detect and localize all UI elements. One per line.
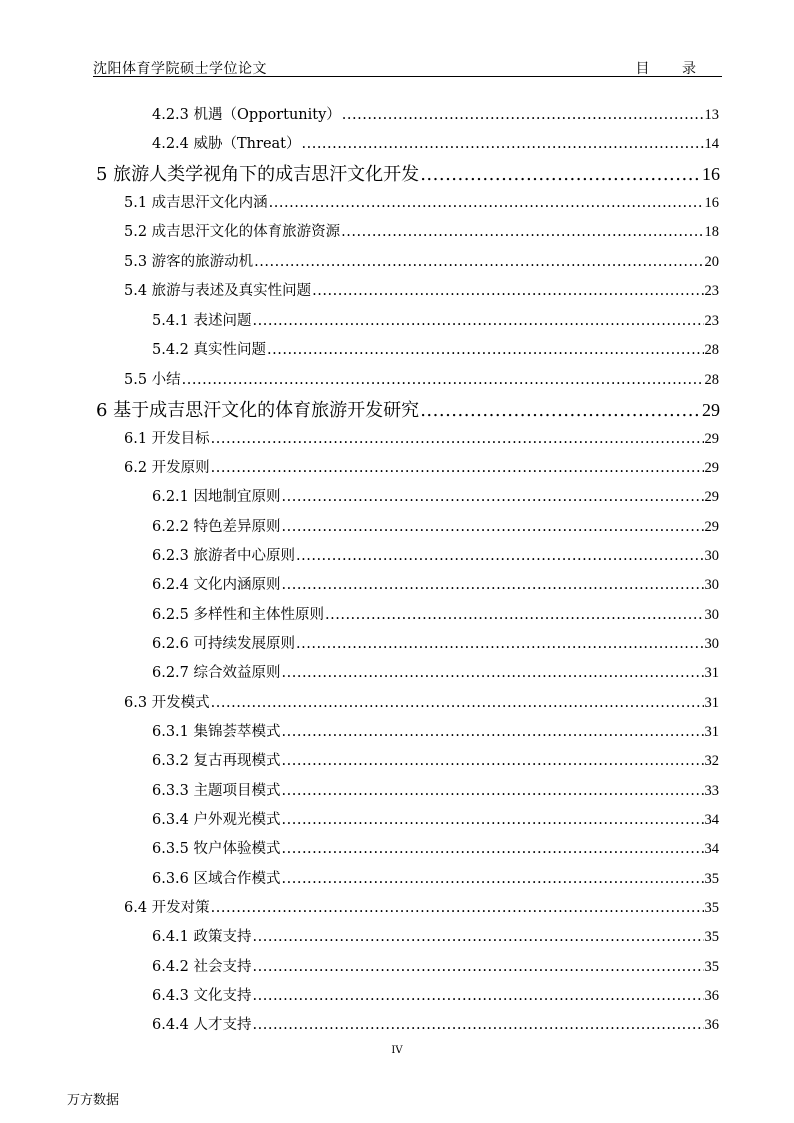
dot-leader <box>420 164 701 185</box>
dot-leader <box>253 959 704 975</box>
toc-entry-page: 31 <box>704 724 719 740</box>
toc-entry-page: 23 <box>704 313 719 329</box>
dot-leader <box>282 812 704 828</box>
toc-entry-label: 6.3.1 集锦荟萃模式 <box>152 724 281 740</box>
toc-entry[interactable] <box>124 896 719 918</box>
toc-entry-page: 16 <box>704 195 719 211</box>
toc-entry-page: 34 <box>704 812 719 828</box>
toc-entry[interactable] <box>124 691 719 713</box>
toc-entry[interactable] <box>124 368 719 390</box>
toc-entry-label: 6.1 开发目标 <box>124 431 210 447</box>
toc-entry[interactable] <box>152 103 719 125</box>
toc-entry-label: 6 基于成吉思汗文化的体育旅游开发研究 <box>96 400 420 421</box>
toc-entry[interactable] <box>96 160 720 186</box>
dot-leader <box>211 460 704 476</box>
dot-leader <box>420 400 701 421</box>
dot-leader <box>253 988 704 1004</box>
toc-entry[interactable] <box>152 720 719 742</box>
toc-entry-page: 14 <box>704 136 719 152</box>
toc-entry-label: 6.4.3 文化支持 <box>152 988 252 1004</box>
toc-entry[interactable] <box>152 1013 719 1035</box>
dot-leader <box>282 841 704 857</box>
dot-leader <box>282 871 704 887</box>
toc-entry-label: 6.3.5 牧户体验模式 <box>152 841 281 857</box>
dot-leader <box>282 665 704 681</box>
toc-entry-page: 28 <box>704 372 719 388</box>
toc-entry[interactable] <box>152 603 719 625</box>
dot-leader <box>325 607 703 623</box>
toc-entry[interactable] <box>124 456 719 478</box>
header-section-title: 目 录 <box>635 61 710 77</box>
dot-leader <box>182 372 704 388</box>
toc-entry-label: 5.4.2 真实性问题 <box>152 342 267 358</box>
toc-entry-page: 30 <box>704 636 719 652</box>
toc-entry-label: 6.3.3 主题项目模式 <box>152 783 281 799</box>
toc-entry-page: 35 <box>704 929 719 945</box>
toc-entry-page: 16 <box>702 164 720 184</box>
toc-entry-label: 6.3.4 户外观光模式 <box>152 812 281 828</box>
dot-leader <box>282 724 704 740</box>
toc-entry-page: 35 <box>704 900 719 916</box>
dot-leader <box>267 342 703 358</box>
dot-leader <box>253 313 704 329</box>
toc-entry-label: 6.4.4 人才支持 <box>152 1017 252 1033</box>
toc-entry-label: 5 旅游人类学视角下的成吉思汗文化开发 <box>96 164 420 185</box>
toc-entry-label: 6.4 开发对策 <box>124 900 210 916</box>
dot-leader <box>269 195 704 211</box>
toc-entry[interactable] <box>124 250 719 272</box>
toc-entry-page: 31 <box>704 695 719 711</box>
toc-entry[interactable] <box>152 309 719 331</box>
toc-entry[interactable] <box>152 749 719 771</box>
toc-entry-page: 18 <box>704 224 719 240</box>
toc-entry-label: 5.5 小结 <box>124 372 181 388</box>
toc-entry-label: 5.1 成吉思汗文化内涵 <box>124 195 268 211</box>
toc-entry[interactable] <box>152 573 719 595</box>
toc-entry-page: 29 <box>702 400 720 420</box>
dot-leader <box>312 283 703 299</box>
dot-leader <box>282 489 704 505</box>
toc-entry[interactable] <box>124 191 719 213</box>
toc-entry[interactable] <box>152 837 719 859</box>
toc-entry[interactable] <box>124 220 719 242</box>
toc-entry-label: 6.3.2 复古再现模式 <box>152 753 281 769</box>
toc-entry-page: 32 <box>704 753 719 769</box>
toc-entry-label: 5.4.1 表述问题 <box>152 313 252 329</box>
toc-entry-label: 6.2.5 多样性和主体性原则 <box>152 607 325 623</box>
toc-entry-page: 13 <box>704 107 719 123</box>
watermark-text: 万方数据 <box>67 1093 120 1108</box>
dot-leader <box>342 107 704 123</box>
toc-entry[interactable] <box>152 779 719 801</box>
toc-entry[interactable] <box>152 808 719 830</box>
dot-leader <box>282 577 704 593</box>
toc-entry-label: 6.2.7 综合效益原则 <box>152 665 281 681</box>
toc-entry-label: 5.2 成吉思汗文化的体育旅游资源 <box>124 224 341 240</box>
toc-entry[interactable] <box>124 279 719 301</box>
toc-entry-label: 6.2.4 文化内涵原则 <box>152 577 281 593</box>
toc-entry-label: 6.3.6 区域合作模式 <box>152 871 281 887</box>
dot-leader <box>211 431 704 447</box>
dot-leader <box>296 548 703 564</box>
toc-entry[interactable] <box>152 338 719 360</box>
toc-entry-label: 4.2.3 机遇（Opportunity） <box>152 107 341 123</box>
toc-entry-label: 6.2.1 因地制宜原则 <box>152 489 281 505</box>
toc-entry[interactable] <box>152 485 719 507</box>
dot-leader <box>254 254 703 270</box>
toc-entry[interactable] <box>152 661 719 683</box>
toc-entry[interactable] <box>96 396 720 422</box>
toc-entry-label: 6.3 开发模式 <box>124 695 210 711</box>
dot-leader <box>282 753 704 769</box>
page-number: IV <box>391 1045 403 1056</box>
toc-entry-page: 29 <box>704 431 719 447</box>
toc-entry[interactable] <box>152 515 719 537</box>
toc-entry[interactable] <box>152 544 719 566</box>
toc-entry[interactable] <box>152 984 719 1006</box>
toc-entry[interactable] <box>152 955 719 977</box>
dot-leader <box>282 519 704 535</box>
toc-entry-label: 6.4.2 社会支持 <box>152 959 252 975</box>
toc-entry-label: 6.4.1 政策支持 <box>152 929 252 945</box>
toc-entry-page: 33 <box>704 783 719 799</box>
toc-entry[interactable] <box>124 427 719 449</box>
toc-entry[interactable] <box>152 632 719 654</box>
dot-leader <box>296 636 703 652</box>
dot-leader <box>341 224 703 240</box>
toc-entry-label: 6.2.2 特色差异原则 <box>152 519 281 535</box>
toc-entry-label: 5.4 旅游与表述及真实性问题 <box>124 283 312 299</box>
toc-entry[interactable] <box>152 867 719 889</box>
toc-entry-page: 35 <box>704 959 719 975</box>
toc-entry-label: 4.2.4 威胁（Threat） <box>152 136 301 152</box>
dot-leader <box>253 929 704 945</box>
dot-leader <box>302 136 704 152</box>
toc-entry-page: 36 <box>704 988 719 1004</box>
toc-entry-page: 30 <box>704 548 719 564</box>
toc-entry-page: 23 <box>704 283 719 299</box>
toc-entry-page: 20 <box>704 254 719 270</box>
toc-entry-page: 30 <box>704 577 719 593</box>
header-thesis-title: 沈阳体育学院硕士学位论文 <box>93 61 267 77</box>
toc-entry-page: 29 <box>704 460 719 476</box>
dot-leader <box>211 695 704 711</box>
toc-entry-label: 6.2.3 旅游者中心原则 <box>152 548 296 564</box>
toc-entry-label: 6.2.6 可持续发展原则 <box>152 636 296 652</box>
toc-entry-page: 30 <box>704 607 719 623</box>
dot-leader <box>282 783 704 799</box>
dot-leader <box>253 1017 704 1033</box>
toc-entry-page: 31 <box>704 665 719 681</box>
toc-entry-page: 36 <box>704 1017 719 1033</box>
toc-entry-page: 28 <box>704 342 719 358</box>
toc-entry[interactable] <box>152 132 719 154</box>
toc-entry-label: 6.2 开发原则 <box>124 460 210 476</box>
toc-entry[interactable] <box>152 925 719 947</box>
dot-leader <box>211 900 704 916</box>
toc-entry-page: 35 <box>704 871 719 887</box>
toc-entry-page: 29 <box>704 519 719 535</box>
toc-entry-page: 29 <box>704 489 719 505</box>
toc-entry-page: 34 <box>704 841 719 857</box>
toc-entry-label: 5.3 游客的旅游动机 <box>124 254 254 270</box>
